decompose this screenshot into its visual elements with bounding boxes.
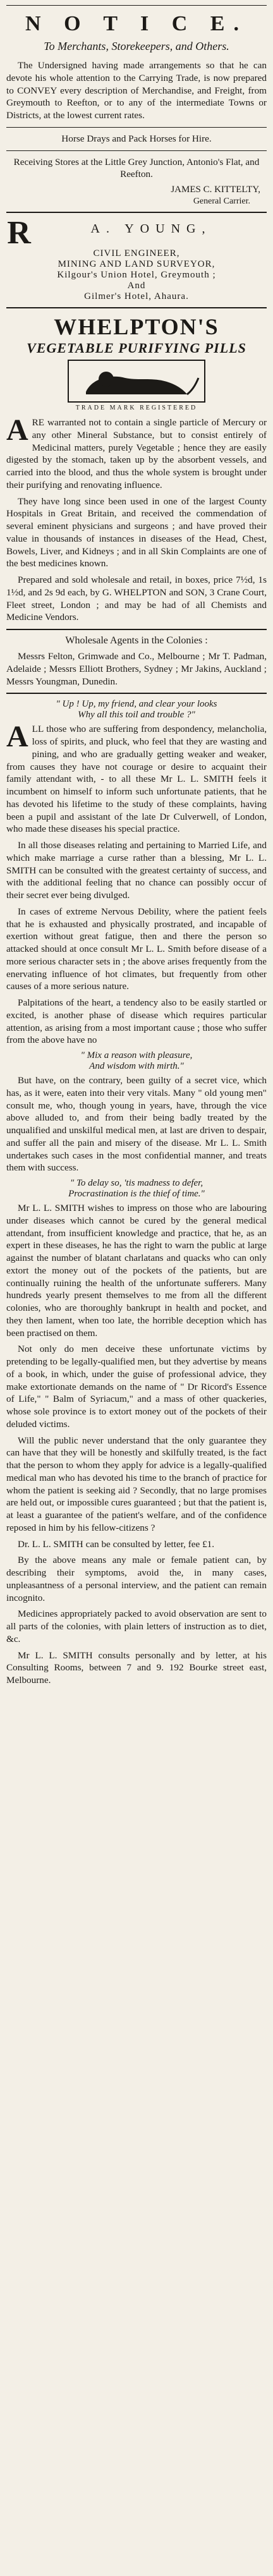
smith-p10: By the above means any male or female patient can, by describing their symptoms, avoid the, in many cases, unpleasantness of a personal interview, and the patient can remain incognito. — [6, 1555, 267, 1603]
smith-p5: But have, on the contrary, been guilty of a secret vice, which has, as it were, eaten into their very vitals. Many " old young men" consult me, who, though young in years, have, through the vice above alluded to, and from their being badly treated by the unqualified and unskilful medical men, at last are driven to despair, and suffer all the pain and misery of the disease. Mr L. L. Smith undertakes such cases in the most confidential manner, and treats them with success. — [6, 1075, 267, 1174]
whelpton-p1: RE warranted not to contain a single particle of Mercury or any other Mineral Substance, but to consist entirely of Medicinal matters, purely Vegetable ; hence they are easily digested by the stomach, taken up by the absorbent vessels, and carried into the blood, and thus the whole system is brought under their purifying and renovating influence. — [6, 417, 267, 490]
whelpton-p3: Prepared and sold wholesale and retail, in boxes, price 7½d, 1s 1½d, and 2s 9d each, by G. WHELPTON and SON, 3 Crane Court, Fleet street, London ; and may be had of all Chemists and Medicine Vendors. — [6, 574, 267, 623]
notice-divider-1 — [6, 127, 267, 128]
young-line-4: And — [127, 281, 146, 291]
young-line-3: Kilgour's Union Hotel, Greymouth ; — [57, 270, 216, 280]
smith-verse-1: " Up ! Up, my friend, and clear your looks Why all this toil and trouble ?" — [56, 699, 217, 720]
notice-advert — [6, 12, 267, 207]
smith-verse-3: " To delay so, 'tis madness to defer, Procrastination is the thief of time." — [68, 1178, 205, 1199]
smith-p8: Will the public never understand that the only guarantee they can have that they will be honestly and skilfully treated, is the fact that the person to whom they apply for advice is a legally-qualified medical man who has devoted his time to the branch of practice for whom the patient is seeking aid ? Secondly, that no large promises are held out, or impossible cures guaranteed ; but that the patient is, at least a guarantee of the patient's welfare, and of the confidence reposed in him by his fellow-citizens ? — [6, 1435, 267, 1533]
young-advert — [6, 215, 267, 302]
whelpton-dropcap: A — [6, 413, 28, 447]
agents-heading: Wholesale Agents in the Colonies : — [65, 635, 208, 646]
whelpton-advert — [6, 313, 267, 624]
divider-whelpton — [6, 307, 267, 308]
young-line-2: MINING AND LAND SURVEYOR, — [58, 259, 215, 269]
lion-emblem — [67, 359, 206, 403]
smith-p1: LL those who are suffering from despondency, melancholia, loss of spirits, and pluck, who feel that they are wasting and pining, and who are gradually getting weaker and weaker, from causes they have not courage or desire to acquaint their family attendant with, - to all these Mr L. L. SMITH feels it incumbent on himself to inform such unfortunate patients, that he has devoted his lifetime to the study of these complaints, having been a pupil and assistant of the late Dr Culverwell, of London, who made these diseases his special practice. — [6, 724, 267, 835]
notice-subtitle: To Merchants, Storekeepers, and Others. — [44, 40, 229, 52]
smith-p2: In all those diseases relating and pertaining to Married Life, and which make marriage a curse rather than a blessing, Mr L. L. SMITH can be consulted with the greatest certainty of success, and with the additional feeling that no chance can possibly occur of their secret ever being divulged. — [6, 840, 267, 901]
young-initial: R — [7, 215, 31, 251]
smith-p7: Not only do men deceive these unfortunate victims by pretending to be legally-qualified men, but they advertise by means of a book, in which, under the guise of professional advice, they make extortionate demands on the name of " Dr Ricord's Essence of Life," " Balm of Syriacum," and a mass of other quackeries, whose sole province is to extort money out of the pockets of their deluded victims. — [6, 1344, 267, 1430]
divider-smith — [6, 693, 267, 694]
notice-divider-2 — [6, 150, 267, 151]
smith-advert — [6, 699, 267, 1687]
agents-advert — [6, 635, 267, 688]
smith-p4: Palpitations of the heart, a tendency also to be easily startled or excited, is another phase of disease which requires particular attention, as arising from a most important cause ; those who suffer from the above have no — [6, 997, 267, 1046]
smith-p12: Mr L. L. SMITH consults personally and by letter, at his Consulting Rooms, between 7 and 9. 192 Bourke street east, Melbourne. — [6, 1649, 267, 1686]
divider-agents — [6, 629, 267, 630]
smith-p3: In cases of extreme Nervous Debility, where the patient feels that he is exhausted and physically prostrated, and incapable of exertion without great fatigue, then and there the person so attacked should at once consult Mr L. L. Smith before disease of a more serious character sets in ; the above arises frequently from the enervating influence of hot climates, but frequently from other causes of a more serious nature. — [6, 906, 267, 992]
whelpton-p2: They have long since been used in one of the largest County Hospitals in Great Britain, and received the commendation of several eminent physicians and surgeons ; and have proved their value in thousands of instances in diseases of the Head, Chest, Bowels, Liver, and Kidneys ; and in all Skin Complaints are one of the best medicines known. — [6, 495, 267, 569]
notice-horses: Horse Drays and Pack Horses for Hire. — [61, 133, 212, 144]
divider-young — [6, 212, 267, 213]
young-line-1: CIVIL ENGINEER, — [93, 248, 180, 258]
whelpton-brand: WHELPTON'S — [54, 314, 219, 339]
smith-dropcap: A — [6, 720, 28, 754]
smith-p9: Dr. L. L. SMITH can be consulted by letter, fee £1. — [18, 1538, 215, 1550]
notice-stores: Receiving Stores at the Little Grey Junction, Antonio's Flat, and Reefton. — [13, 156, 260, 180]
newspaper-page — [0, 5, 273, 2576]
young-line-5: Gilmer's Hotel, Ahaura. — [84, 291, 189, 301]
agents-body: Messrs Felton, Grimwade and Co., Melbourne ; Mr T. Padman, Adelaide ; Messrs Elliott Brothers, Sydney ; Mr Jakins, Auckland ; Messrs Youngman, Dunedin. — [6, 651, 267, 687]
smith-verse-2: " Mix a reason with pleasure, And wisdom with mirth." — [80, 1050, 193, 1071]
top-rule — [6, 5, 267, 6]
notice-signature-title: General Carrier. — [193, 197, 250, 206]
smith-p6: Mr L. L. SMITH wishes to impress on those who are labouring under diseases which cannot be cured by the general medical attendant, from insufficient knowledge and practice, that he, as an expert in these diseases, he has the right to warn the public at large against the number of blatant charlatans and quacks who can only extort the money out of the pockets of the patients, but are continually ruining the health of the unfortunate sufferers. Many hundreds yearly present themselves to me from all the different colonies, who are thoroughly bankrupt in health and pocket, and they then lament, when too late, the horrible deception which has been practised on them. — [6, 1203, 267, 1339]
smith-p11: Medicines appropriately packed to avoid observation are sent to all parts of the colonies, with plain letters of instruction as to diet, &c. — [6, 1608, 267, 1644]
whelpton-arch: VEGETABLE PURIFYING PILLS — [27, 340, 246, 356]
notice-body: The Undersigned having made arrangements so that he can devote his whole attention to the Carrying Trade, is now prepared to CONVEY every description of Merchandise, and Freight, from Greymouth to Reefton, or to any of the intermediate Towns or Districts, at the lowest current rates. — [6, 60, 267, 121]
whelpton-trademark: TRADE MARK REGISTERED — [75, 404, 198, 411]
notice-title: N O T I C E. — [25, 12, 248, 35]
young-name: A. YOUNG, — [90, 222, 212, 236]
notice-signature: JAMES C. KITTELTY, — [171, 185, 260, 195]
